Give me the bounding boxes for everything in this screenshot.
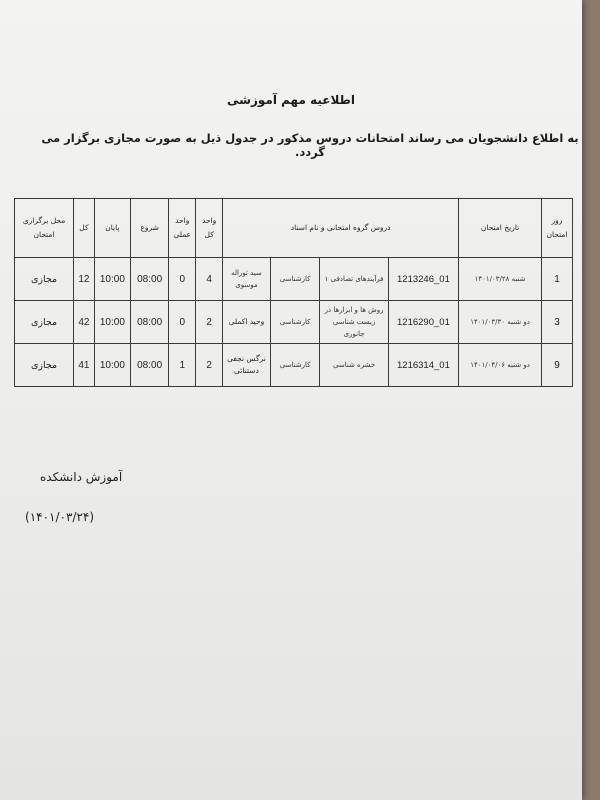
cell-course-code: 1216290_01 [388,301,458,344]
cell-total: 12 [74,258,95,301]
cell-instructor: سید ثوراله موسوی [223,258,271,301]
header-place: محل برگزاری امتحان [15,199,74,258]
cell-day: 3 [541,301,572,344]
cell-day: 9 [541,344,572,387]
header-units-total: واحد کل [196,199,223,258]
table-header-row [15,199,573,258]
cell-start: 08:00 [131,301,169,344]
notice-subtitle: به اطلاع دانشجویان می رساند امتحانات دروس مذکور در جدول ذیل به صورت مجازی برگزار می گردد. [41,131,579,159]
cell-total: 42 [74,301,95,344]
cell-course-code: 1213246_01 [388,258,458,301]
cell-units-practical: 0 [169,258,196,301]
cell-start: 08:00 [131,344,169,387]
cell-date: دو شنبه ۱۴۰۱/۰۳/۳۰ [459,301,542,344]
cell-total: 41 [74,344,95,387]
header-start: شروع [131,199,169,258]
header-total: کل [74,199,95,258]
office-signature: آموزش دانشکده [40,470,123,484]
cell-degree: کارشناسی [270,301,320,344]
table-row [15,301,573,344]
cell-date: شنبه ۱۴۰۱/۰۳/۲۸ [459,258,542,301]
cell-date: دو شنبه ۱۴۰۱/۰۴/۰۶ [459,344,542,387]
table-row [15,344,573,387]
cell-place: مجازی [15,258,74,301]
cell-course-name: حشره شناسی [320,344,388,387]
header-course: دروس گروه امتحانی و نام استاد [223,199,459,258]
cell-place: مجازی [15,301,74,344]
cell-units-total: 2 [196,301,223,344]
cell-degree: کارشناسی [270,258,320,301]
cell-course-code: 1216314_01 [388,344,458,387]
header-day: روز امتحان [541,199,572,258]
header-units-practical: واحد عملی [169,199,196,258]
cell-course-name: فرآیندهای تصادفی ۱ [320,258,388,301]
cell-units-practical: 1 [169,344,196,387]
cell-end: 10:00 [94,258,130,301]
cell-place: مجازی [15,344,74,387]
cell-units-total: 2 [196,344,223,387]
exam-table [14,198,573,387]
cell-course-name: روش ها و ابزارها در زیست شناسی جانوری [320,301,388,344]
cell-units-total: 4 [196,258,223,301]
notice-title: اطلاعیه مهم آموزشی [227,93,355,107]
table-row [15,258,573,301]
cell-day: 1 [541,258,572,301]
cell-units-practical: 0 [169,301,196,344]
notice-date: (۱۴۰۱/۰۳/۲۴) [25,510,95,524]
cell-start: 08:00 [131,258,169,301]
cell-end: 10:00 [94,301,130,344]
cell-degree: کارشناسی [270,344,320,387]
cell-instructor: نرگس نجفی دستنائی [223,344,271,387]
header-date: تاریخ امتحان [459,199,542,258]
cell-end: 10:00 [94,344,130,387]
cell-instructor: وحید اکملی [223,301,271,344]
header-end: پایان [94,199,130,258]
